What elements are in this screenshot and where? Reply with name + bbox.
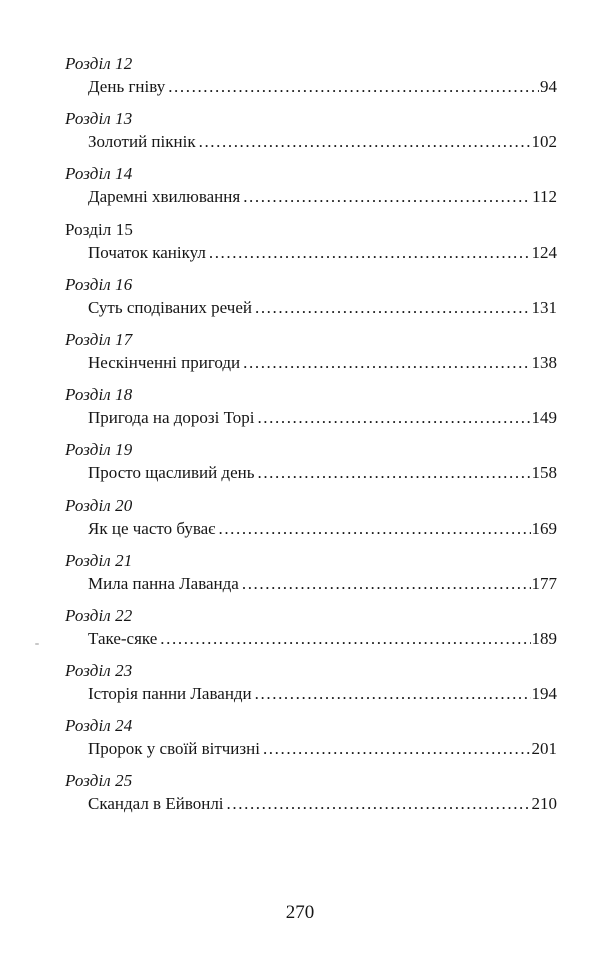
dot-leader: [160, 627, 530, 651]
toc-entry-chapter-17[interactable]: [65, 329, 557, 384]
dot-leader: [255, 682, 531, 706]
page-number: 177: [531, 573, 557, 593]
chapter-title: Пророк у своїй вітчизні: [88, 739, 260, 759]
toc-entry-chapter-20[interactable]: [65, 495, 557, 550]
chapter-label: Розділ 19: [65, 440, 133, 460]
dot-leader: [209, 241, 531, 265]
page-number: 210: [531, 794, 557, 814]
toc-line: [88, 627, 557, 651]
toc-entry-chapter-14[interactable]: [65, 163, 557, 218]
toc-line: [88, 130, 557, 154]
page-number: 138: [531, 352, 557, 372]
dot-leader: [255, 296, 531, 320]
dot-leader: [243, 185, 531, 209]
page-number: 149: [531, 408, 557, 428]
toc-line: [88, 461, 557, 485]
toc-line: [88, 572, 557, 596]
toc-entry-chapter-16[interactable]: [65, 274, 557, 329]
toc-line: [88, 517, 557, 541]
toc-entry-chapter-25[interactable]: [65, 770, 557, 825]
page-number: 112: [532, 187, 557, 207]
chapter-label: Розділ 20: [65, 495, 133, 515]
chapter-label: Розділ 17: [65, 329, 133, 349]
toc-line: [88, 75, 557, 99]
chapter-title: Історія панни Лаванди: [88, 684, 252, 704]
chapter-title: Даремні хвилювання: [88, 187, 241, 207]
chapter-label: Розділ 15: [65, 219, 133, 239]
page-number: 158: [531, 463, 557, 483]
page-number: 189: [531, 628, 557, 648]
page-number: 94: [540, 77, 557, 96]
chapter-title: Суть сподіваних речей: [88, 297, 252, 317]
chapter-label: Розділ 21: [65, 550, 133, 570]
toc-line: [88, 351, 557, 375]
chapter-title: Пригода на дорозі Торі: [88, 408, 255, 428]
dot-leader: [263, 737, 531, 761]
chapter-title: Мила панна Лаванда: [88, 573, 239, 593]
toc-entry-chapter-18[interactable]: [65, 384, 557, 439]
page-number: 102: [531, 132, 557, 152]
toc-line: [88, 682, 557, 706]
chapter-label: Розділ 24: [65, 716, 133, 736]
page-number: 201: [531, 739, 557, 759]
chapter-title: Золотий пікнік: [88, 132, 196, 152]
toc-entry-chapter-21[interactable]: [65, 550, 557, 605]
toc-line: [88, 185, 557, 209]
toc-line: [88, 241, 557, 265]
dot-leader: [242, 572, 531, 596]
scan-speck: [35, 643, 39, 645]
chapter-label: Розділ 18: [65, 385, 133, 405]
toc-entry-chapter-13[interactable]: [65, 108, 557, 163]
chapter-label: Розділ 13: [65, 109, 133, 129]
chapter-label: Розділ 12: [65, 54, 133, 73]
dot-leader: [257, 406, 530, 430]
toc-line: [88, 737, 557, 761]
page-number: 131: [531, 297, 557, 317]
toc-entry-chapter-19[interactable]: [65, 439, 557, 494]
chapter-title: День гніву: [88, 77, 166, 96]
toc-entry-chapter-23[interactable]: [65, 660, 557, 715]
chapter-title: Таке-сяке: [88, 628, 158, 648]
dot-leader: [218, 517, 530, 541]
chapter-title: Скандал в Ейвонлі: [88, 794, 224, 814]
page-folio-number: 270: [285, 902, 315, 923]
page-number: 124: [531, 242, 557, 262]
dot-leader: [243, 351, 530, 375]
toc-entry-chapter-15[interactable]: [65, 219, 557, 274]
dot-leader: [257, 461, 530, 485]
dot-leader: [199, 130, 531, 154]
chapter-label: Розділ 23: [65, 661, 133, 681]
toc-line: [88, 792, 557, 816]
page-number: 169: [531, 518, 557, 538]
dot-leader: [227, 792, 531, 816]
chapter-title: Початок канікул: [88, 242, 206, 262]
chapter-title: Нескінченні пригоди: [88, 352, 241, 372]
toc-entry-chapter-24[interactable]: [65, 715, 557, 770]
toc-entry-chapter-12[interactable]: [65, 53, 557, 108]
chapter-label: Розділ 16: [65, 274, 133, 294]
toc-line: [88, 406, 557, 430]
chapter-title: Як це часто буває: [88, 518, 216, 538]
toc-entry-chapter-22[interactable]: [65, 605, 557, 660]
chapter-label: Розділ 22: [65, 605, 133, 625]
chapter-title: Просто щасливий день: [88, 463, 255, 483]
toc-line: [88, 296, 557, 320]
table-of-contents: [65, 53, 557, 826]
chapter-label: Розділ 14: [65, 164, 133, 184]
page-number: 194: [531, 684, 557, 704]
chapter-label: Розділ 25: [65, 771, 133, 791]
dot-leader: [168, 75, 539, 99]
